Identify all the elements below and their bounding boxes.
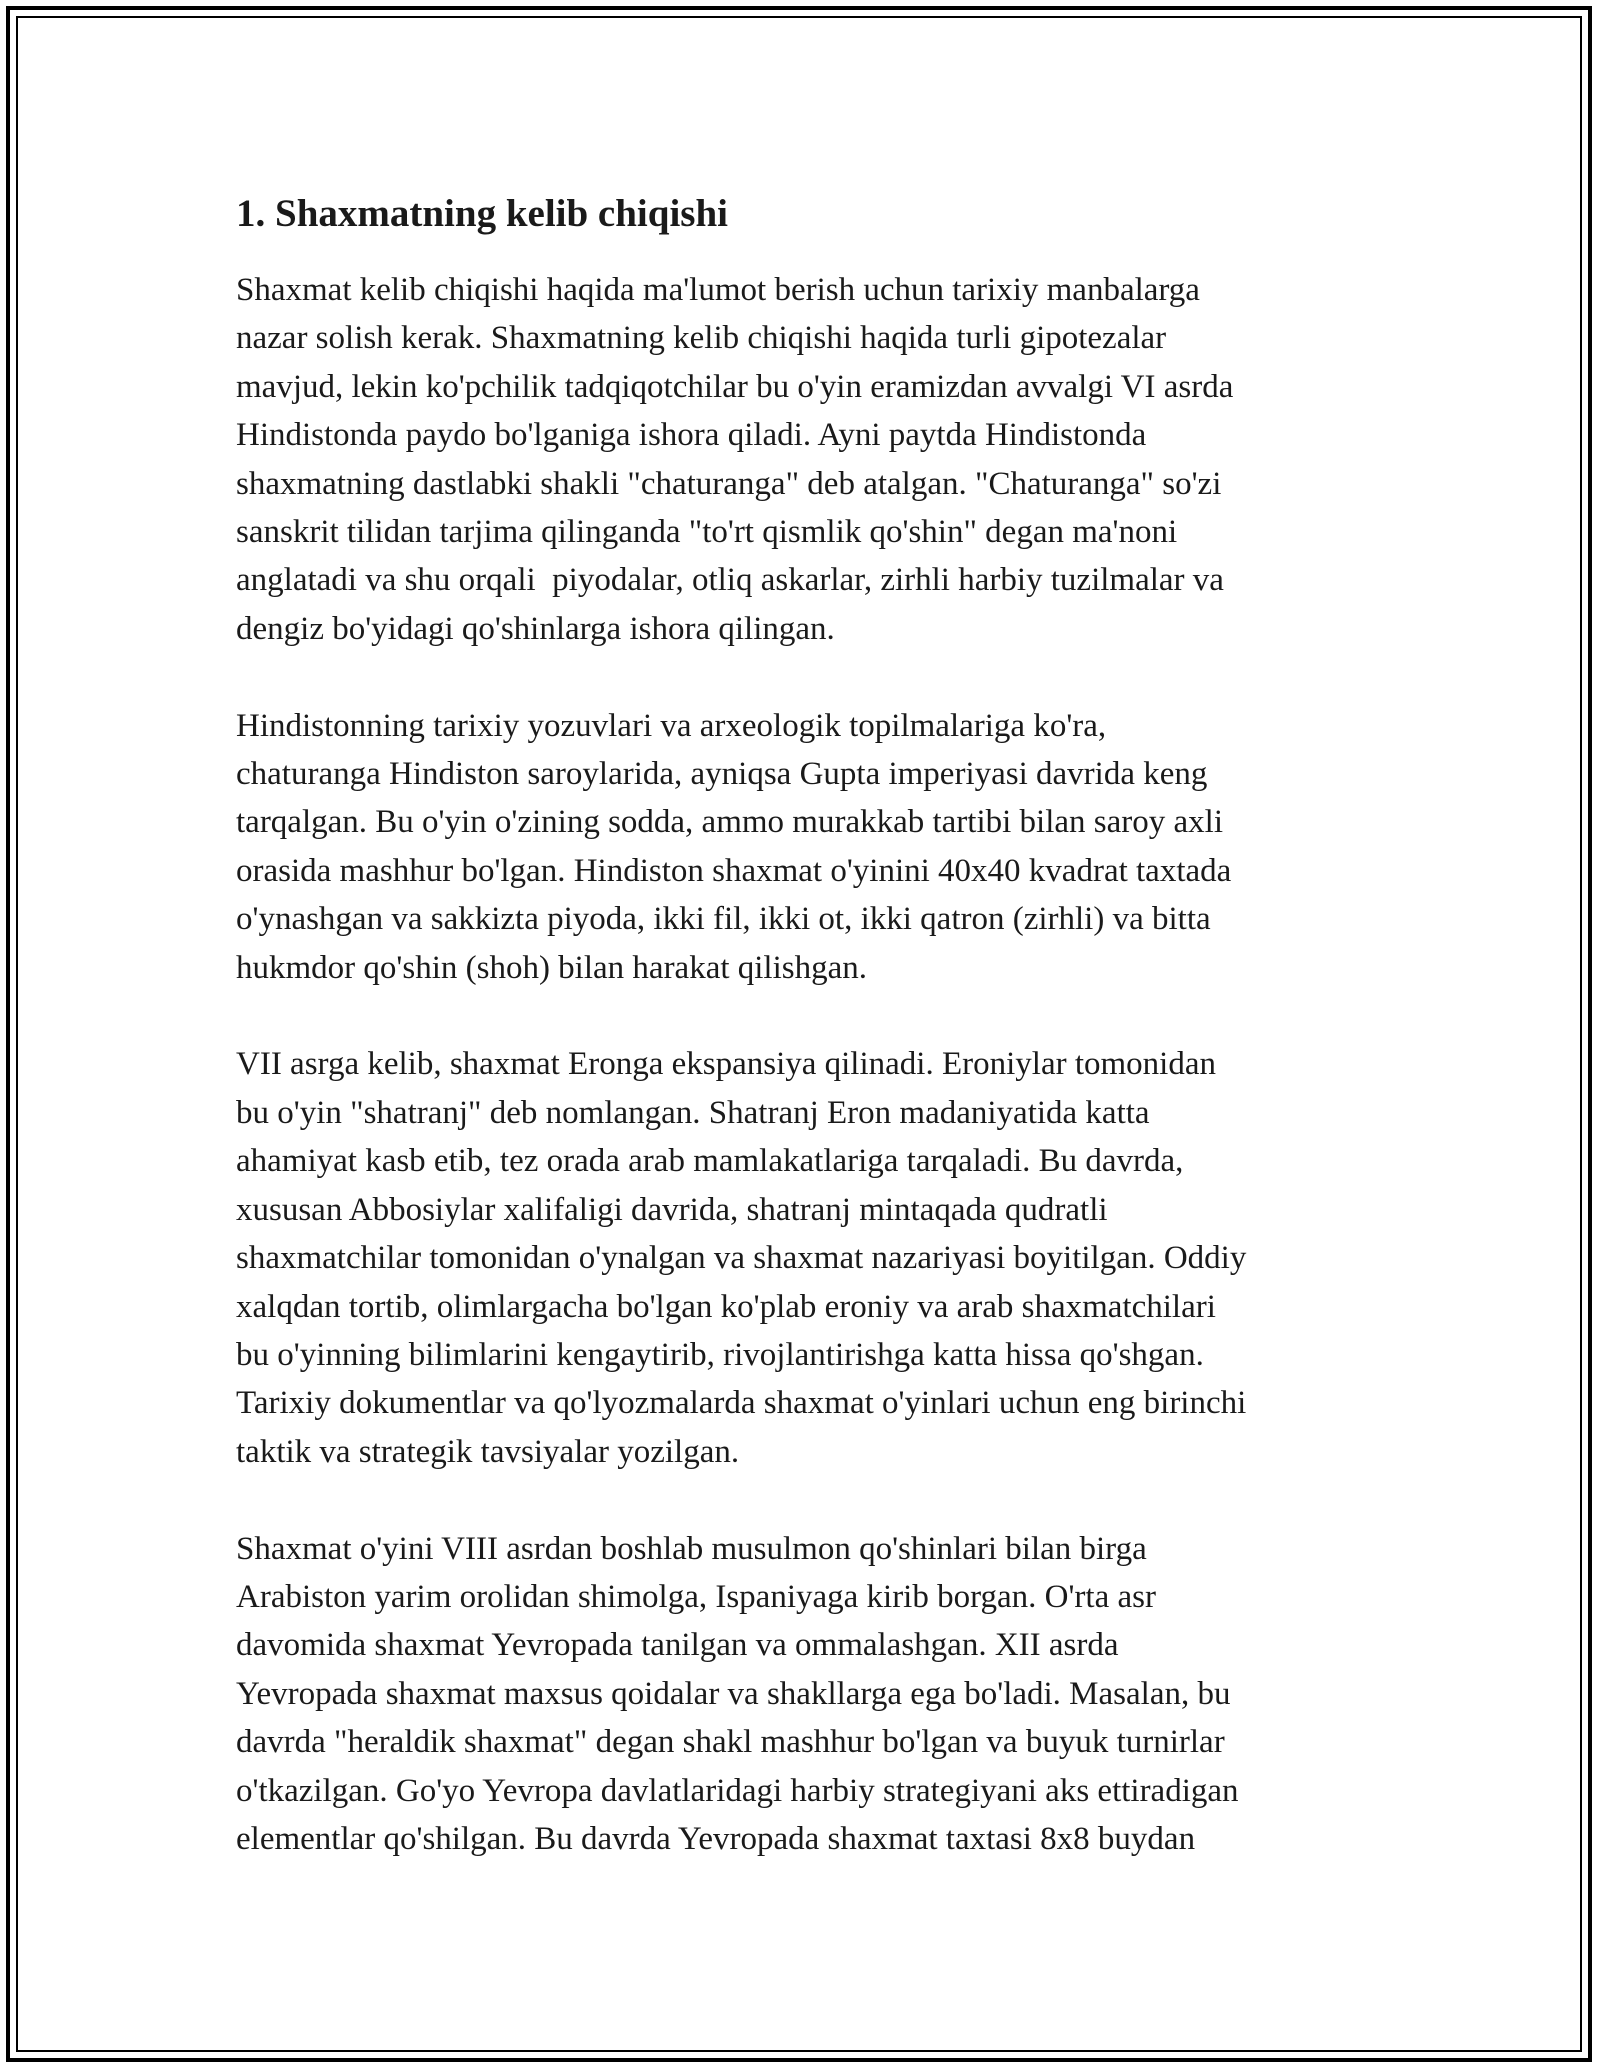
paragraph-line: Shaxmat kelib chiqishi haqida ma'lumot berish uchun tarixiy manbalarga	[236, 272, 1200, 308]
paragraph-line: Hindistonning tarixiy yozuvlari va arxeologik topilmalariga ko'ra,	[236, 707, 1107, 744]
paragraph-line: chaturanga Hindiston saroylarida, ayniqsa Gupta imperiyasi davrida keng	[236, 756, 1208, 793]
paragraph-line: Arabiston yarim orolidan shimolga, Ispaniyaga kirib borgan. O'rta asr	[236, 1578, 1156, 1615]
paragraph-line: ahamiyat kasb etib, tez orada arab mamlakatlariga tarqaladi. Bu davrda,	[236, 1143, 1184, 1180]
paragraph-container	[236, 266, 1386, 1863]
paragraph-line: hukmdor qo'shin (shoh) bilan harakat qilishgan.	[236, 949, 868, 986]
paragraph	[236, 1525, 1386, 1864]
paragraph-gap	[236, 1476, 1386, 1524]
document-body	[236, 184, 1386, 1863]
paragraph-line: Hindistonda paydo bo'lganiga ishora qiladi. Ayni paytda Hindistonda	[236, 417, 1147, 454]
paragraph-line: xususan Abbosiylar xalifaligi davrida, shatranj mintaqada qudratli	[236, 1191, 1108, 1228]
paragraph-line: VII asrga kelib, shaxmat Eronga ekspansiya qilinadi. Eroniylar tomonidan	[236, 1046, 1216, 1083]
paragraph-line: o'ynashgan va sakkizta piyoda, ikki fil, ikki ot, ikki qatron (zirhli) va bitta	[236, 901, 1211, 938]
paragraph-line: xalqdan tortib, olimlargacha bo'lgan ko'plab eroniy va arab shaxmatchilari	[236, 1288, 1216, 1325]
paragraph-line: anglatadi va shu orqali piyodalar, otliq askarlar, zirhli harbiy tuzilmalar va	[236, 562, 1224, 599]
paragraph-line: Yevropada shaxmat maxsus qoidalar va shakllarga ega bo'ladi. Masalan, bu	[236, 1675, 1231, 1712]
paragraph-line: mavjud, lekin ko'pchilik tadqiqotchilar bu o'yin eramizdan avvalgi VI asrda	[236, 368, 1234, 405]
paragraph-line: tarqalgan. Bu o'yin o'zining sodda, ammo murakkab tartibi bilan saroy axli	[236, 804, 1224, 841]
paragraph-line: taktik va strategik tavsiyalar yozilgan.	[236, 1433, 740, 1470]
paragraph-line: Shaxmat o'yini VIII asrdan boshlab musulmon qo'shinlari bilan birga	[236, 1530, 1147, 1567]
paragraph-line: bu o'yinning bilimlarini kengaytirib, rivojlantirishga katta hissa qo'shgan.	[236, 1336, 1204, 1373]
paragraph-line: elementlar qo'shilgan. Bu davrda Yevropada shaxmat taxtasi 8x8 buydan	[236, 1820, 1196, 1857]
paragraph-line: Tarixiy dokumentlar va qo'lyozmalarda shaxmat o'yinlari uchun eng birinchi	[236, 1385, 1247, 1422]
paragraph	[236, 1040, 1386, 1476]
paragraph-line: sanskrit tilidan tarjima qilinganda "to'rt qismlik qo'shin" degan ma'noni	[236, 514, 1178, 551]
paragraph-line: davrda "heraldik shaxmat" degan shakl mashhur bo'lgan va buyuk turnirlar	[236, 1724, 1225, 1761]
paragraph	[236, 266, 1386, 653]
paragraph-gap	[236, 653, 1386, 701]
paragraph	[236, 702, 1386, 992]
paragraph-line: bu o'yin "shatranj" deb nomlangan. Shatranj Eron madaniyatida katta	[236, 1094, 1150, 1131]
paragraph-line: dengiz bo'yidagi qo'shinlarga ishora qilingan.	[236, 610, 835, 647]
paragraph-line: nazar solish kerak. Shaxmatning kelib chiqishi haqida turli gipotezalar	[236, 320, 1167, 357]
paragraph-line: o'tkazilgan. Go'yo Yevropa davlatlaridagi harbiy strategiyani aks ettiradigan	[236, 1772, 1239, 1809]
paragraph-gap	[236, 992, 1386, 1040]
paragraph-line: davomida shaxmat Yevropada tanilgan va ommalashgan. XII asrda	[236, 1627, 1119, 1664]
section-heading: 1. Shaxmatning kelib chiqishi	[236, 192, 728, 235]
paragraph-line: orasida mashhur bo'lgan. Hindiston shaxmat o'yinini 40x40 kvadrat taxtada	[236, 852, 1232, 889]
paragraph-line: shaxmatchilar tomonidan o'ynalgan va shaxmat nazariyasi boyitilgan. Oddiy	[236, 1240, 1247, 1277]
paragraph-line: shaxmatning dastlabki shakli "chaturanga" deb atalgan. "Chaturanga" so'zi	[236, 465, 1222, 502]
